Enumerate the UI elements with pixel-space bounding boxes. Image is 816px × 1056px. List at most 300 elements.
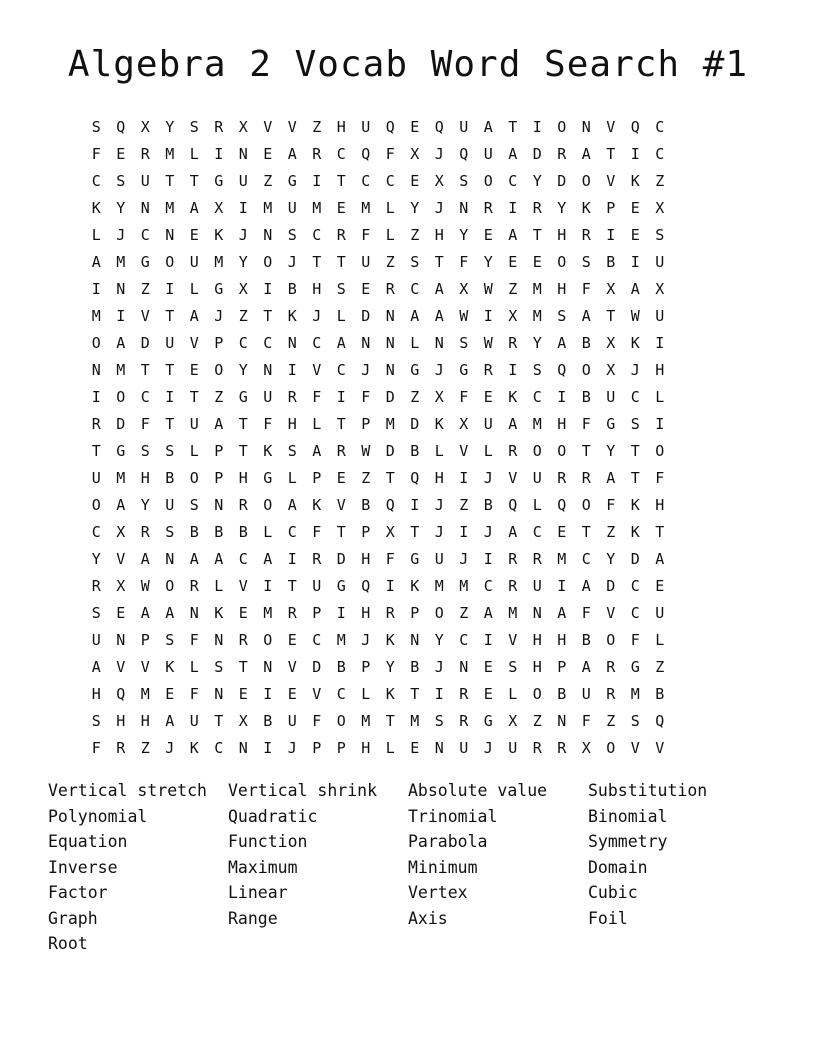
grid-letter: W — [483, 333, 493, 352]
grid-letter: E — [630, 225, 640, 244]
grid-row — [84, 707, 732, 734]
grid-letter: L — [214, 576, 224, 595]
grid-letter: Z — [214, 387, 224, 406]
grid-row — [84, 518, 732, 545]
grid-letter: C — [91, 171, 101, 190]
grid-letter: T — [655, 522, 665, 541]
grid-letter: E — [189, 225, 199, 244]
grid-letter: T — [287, 576, 297, 595]
grid-letter: T — [263, 306, 273, 325]
grid-letter: H — [557, 279, 567, 298]
grid-letter: I — [508, 360, 518, 379]
grid-letter: X — [116, 522, 126, 541]
grid-letter: J — [312, 306, 322, 325]
grid-letter: E — [116, 603, 126, 622]
grid-letter: T — [165, 360, 175, 379]
grid-letter: Q — [459, 144, 469, 163]
grid-letter: E — [483, 225, 493, 244]
grid-letter: V — [312, 360, 322, 379]
grid-letter: M — [532, 306, 542, 325]
grid-letter: V — [508, 468, 518, 487]
grid-letter: N — [385, 333, 395, 352]
grid-letter: O — [434, 603, 444, 622]
grid-letter: I — [91, 279, 101, 298]
word-list-item: Linear — [228, 883, 288, 903]
grid-letter: G — [140, 252, 150, 271]
grid-letter: Y — [238, 252, 248, 271]
grid-letter: X — [581, 738, 591, 757]
grid-letter: E — [483, 657, 493, 676]
grid-letter: Y — [140, 495, 150, 514]
grid-letter: K — [165, 657, 175, 676]
grid-row — [84, 410, 732, 437]
grid-letter: H — [361, 738, 371, 757]
grid-letter: O — [116, 387, 126, 406]
grid-letter: C — [238, 333, 248, 352]
grid-letter: U — [606, 387, 616, 406]
grid-letter: H — [140, 468, 150, 487]
grid-letter: I — [287, 360, 297, 379]
grid-letter: E — [410, 171, 420, 190]
grid-letter: G — [410, 549, 420, 568]
grid-letter: Y — [91, 549, 101, 568]
grid-letter: B — [410, 441, 420, 460]
grid-letter: K — [385, 684, 395, 703]
grid-letter: Q — [385, 495, 395, 514]
grid-letter: R — [385, 279, 395, 298]
grid-letter: N — [361, 333, 371, 352]
grid-letter: R — [287, 387, 297, 406]
grid-letter: T — [385, 468, 395, 487]
word-list-item: Symmetry — [588, 832, 668, 852]
grid-letter: J — [165, 738, 175, 757]
grid-letter: E — [165, 684, 175, 703]
grid-letter: M — [116, 360, 126, 379]
grid-letter: A — [581, 657, 591, 676]
grid-letter: Y — [434, 630, 444, 649]
grid-letter: F — [581, 279, 591, 298]
grid-letter: A — [214, 549, 224, 568]
grid-letter: F — [263, 414, 273, 433]
grid-letter: E — [410, 738, 420, 757]
grid-letter: H — [532, 630, 542, 649]
grid-letter: I — [410, 495, 420, 514]
grid-letter: N — [165, 225, 175, 244]
word-list-item: Maximum — [228, 857, 298, 877]
grid-letter: I — [336, 387, 346, 406]
grid-letter: X — [434, 171, 444, 190]
grid-letter: F — [361, 225, 371, 244]
grid-letter: S — [116, 171, 126, 190]
grid-letter: V — [606, 117, 616, 136]
grid-letter: C — [336, 360, 346, 379]
grid-letter: L — [189, 279, 199, 298]
grid-letter: X — [508, 711, 518, 730]
grid-letter: U — [165, 333, 175, 352]
grid-letter: F — [361, 387, 371, 406]
grid-letter: F — [91, 144, 101, 163]
word-list-row — [48, 880, 768, 906]
grid-letter: Y — [532, 171, 542, 190]
grid-letter: H — [557, 414, 567, 433]
grid-letter: S — [287, 225, 297, 244]
grid-letter: B — [263, 711, 273, 730]
grid-letter: N — [459, 657, 469, 676]
grid-letter: N — [434, 738, 444, 757]
grid-letter: I — [263, 279, 273, 298]
grid-letter: X — [655, 279, 665, 298]
grid-letter: S — [91, 117, 101, 136]
grid-letter: O — [483, 171, 493, 190]
grid-letter: J — [434, 522, 444, 541]
grid-letter: Q — [116, 684, 126, 703]
grid-letter: C — [655, 117, 665, 136]
grid-letter: C — [312, 630, 322, 649]
grid-letter: T — [410, 522, 420, 541]
grid-letter: A — [655, 549, 665, 568]
grid-letter: N — [238, 738, 248, 757]
grid-letter: V — [606, 603, 616, 622]
grid-letter: I — [655, 333, 665, 352]
grid-letter: D — [336, 549, 346, 568]
grid-letter: T — [434, 252, 444, 271]
grid-letter: K — [385, 630, 395, 649]
grid-letter: Q — [630, 117, 640, 136]
grid-letter: Z — [312, 117, 322, 136]
grid-letter: O — [91, 333, 101, 352]
grid-letter: K — [263, 441, 273, 460]
grid-letter: I — [557, 576, 567, 595]
grid-letter: U — [361, 252, 371, 271]
grid-letter: H — [532, 657, 542, 676]
grid-letter: C — [410, 279, 420, 298]
grid-letter: L — [655, 387, 665, 406]
grid-letter: I — [532, 117, 542, 136]
grid-letter: F — [630, 630, 640, 649]
grid-letter: B — [581, 333, 591, 352]
grid-letter: C — [508, 171, 518, 190]
grid-letter: C — [655, 144, 665, 163]
grid-letter: A — [336, 333, 346, 352]
grid-letter: O — [557, 252, 567, 271]
grid-letter: K — [287, 306, 297, 325]
grid-letter: A — [165, 711, 175, 730]
grid-letter: K — [630, 333, 640, 352]
grid-letter: R — [312, 144, 322, 163]
grid-letter: R — [140, 522, 150, 541]
grid-letter: N — [214, 630, 224, 649]
grid-letter: R — [116, 738, 126, 757]
word-list — [48, 778, 768, 957]
grid-letter: L — [91, 225, 101, 244]
grid-letter: P — [312, 468, 322, 487]
grid-letter: V — [238, 576, 248, 595]
grid-letter: R — [532, 198, 542, 217]
grid-letter: Z — [459, 495, 469, 514]
grid-letter: B — [606, 252, 616, 271]
grid-letter: N — [116, 630, 126, 649]
grid-letter: H — [140, 711, 150, 730]
grid-letter: L — [532, 495, 542, 514]
grid-letter: H — [557, 225, 567, 244]
grid-letter: T — [508, 117, 518, 136]
word-list-item: Absolute value — [408, 781, 548, 801]
grid-letter: U — [91, 630, 101, 649]
grid-letter: U — [140, 171, 150, 190]
grid-letter: X — [214, 198, 224, 217]
word-list-row — [48, 829, 768, 855]
grid-letter: T — [336, 522, 346, 541]
grid-letter: R — [606, 684, 616, 703]
grid-letter: L — [655, 630, 665, 649]
grid-letter: R — [508, 549, 518, 568]
grid-letter: I — [165, 279, 175, 298]
grid-letter: A — [140, 549, 150, 568]
grid-letter: F — [459, 252, 469, 271]
grid-letter: Q — [557, 360, 567, 379]
grid-letter: E — [655, 576, 665, 595]
grid-letter: T — [165, 414, 175, 433]
grid-letter: T — [581, 441, 591, 460]
grid-letter: Y — [165, 117, 175, 136]
page-title: Algebra 2 Vocab Word Search #1 — [67, 44, 749, 85]
grid-letter: Z — [606, 711, 616, 730]
grid-letter: C — [214, 738, 224, 757]
grid-letter: W — [630, 306, 640, 325]
word-list-item: Trinomial — [408, 806, 498, 826]
grid-letter: B — [581, 387, 591, 406]
grid-letter: R — [459, 684, 469, 703]
grid-letter: S — [410, 252, 420, 271]
grid-letter: N — [140, 198, 150, 217]
grid-letter: D — [385, 387, 395, 406]
grid-letter: M — [263, 198, 273, 217]
grid-letter: N — [581, 117, 591, 136]
grid-letter: E — [630, 198, 640, 217]
grid-letter: B — [165, 468, 175, 487]
grid-letter: I — [263, 684, 273, 703]
grid-letter: J — [434, 495, 444, 514]
grid-letter: H — [557, 630, 567, 649]
grid-letter: N — [91, 360, 101, 379]
grid-letter: K — [630, 171, 640, 190]
grid-letter: N — [214, 684, 224, 703]
grid-letter: T — [385, 711, 395, 730]
grid-letter: S — [189, 117, 199, 136]
grid-letter: O — [189, 468, 199, 487]
grid-letter: R — [557, 144, 567, 163]
grid-letter: Z — [238, 306, 248, 325]
grid-letter: E — [532, 252, 542, 271]
grid-letter: B — [483, 495, 493, 514]
grid-letter: M — [361, 198, 371, 217]
grid-letter: W — [483, 279, 493, 298]
grid-letter: R — [214, 117, 224, 136]
grid-letter: N — [385, 306, 395, 325]
grid-letter: V — [140, 306, 150, 325]
grid-letter: R — [238, 630, 248, 649]
grid-row — [84, 599, 732, 626]
grid-letter: N — [238, 144, 248, 163]
grid-letter: C — [630, 603, 640, 622]
grid-letter: S — [214, 657, 224, 676]
grid-letter: S — [581, 252, 591, 271]
grid-letter: I — [287, 549, 297, 568]
grid-row — [84, 140, 732, 167]
grid-letter: I — [214, 144, 224, 163]
grid-letter: G — [459, 360, 469, 379]
grid-letter: T — [238, 657, 248, 676]
grid-letter: G — [630, 657, 640, 676]
grid-letter: U — [287, 198, 297, 217]
grid-letter: B — [581, 630, 591, 649]
grid-letter: E — [557, 522, 567, 541]
grid-letter: P — [312, 603, 322, 622]
word-list-item: Range — [228, 908, 278, 928]
word-list-item: Graph — [48, 908, 98, 928]
grid-letter: D — [532, 144, 542, 163]
grid-letter: E — [287, 630, 297, 649]
grid-letter: L — [263, 522, 273, 541]
grid-letter: A — [508, 522, 518, 541]
grid-letter: K — [581, 198, 591, 217]
grid-letter: X — [606, 360, 616, 379]
grid-letter: B — [655, 684, 665, 703]
grid-letter: K — [630, 495, 640, 514]
grid-letter: S — [655, 225, 665, 244]
grid-letter: P — [361, 522, 371, 541]
grid-letter: N — [385, 360, 395, 379]
grid-letter: O — [655, 441, 665, 460]
grid-letter: S — [91, 603, 101, 622]
grid-letter: H — [434, 468, 444, 487]
grid-letter: R — [459, 711, 469, 730]
grid-letter: Y — [238, 360, 248, 379]
grid-letter: U — [238, 171, 248, 190]
grid-letter: X — [434, 387, 444, 406]
grid-letter: A — [630, 279, 640, 298]
grid-letter: U — [508, 738, 518, 757]
grid-letter: X — [410, 144, 420, 163]
grid-letter: A — [116, 495, 126, 514]
grid-letter: X — [508, 306, 518, 325]
grid-letter: H — [361, 603, 371, 622]
grid-letter: A — [263, 549, 273, 568]
grid-letter: R — [606, 657, 616, 676]
grid-letter: E — [361, 279, 371, 298]
grid-letter: C — [140, 225, 150, 244]
grid-letter: N — [214, 495, 224, 514]
grid-letter: Z — [410, 387, 420, 406]
grid-letter: X — [459, 279, 469, 298]
grid-letter: U — [532, 468, 542, 487]
grid-letter: U — [581, 684, 591, 703]
grid-letter: A — [189, 198, 199, 217]
grid-letter: P — [606, 198, 616, 217]
grid-letter: K — [189, 738, 199, 757]
grid-letter: S — [459, 171, 469, 190]
grid-letter: S — [287, 441, 297, 460]
word-list-item: Domain — [588, 857, 648, 877]
grid-letter: O — [581, 495, 591, 514]
grid-letter: I — [91, 387, 101, 406]
grid-row — [84, 464, 732, 491]
grid-letter: A — [557, 333, 567, 352]
grid-row — [84, 383, 732, 410]
grid-row — [84, 491, 732, 518]
grid-letter: I — [385, 576, 395, 595]
grid-letter: D — [116, 414, 126, 433]
grid-letter: J — [361, 630, 371, 649]
grid-letter: D — [557, 171, 567, 190]
grid-letter: N — [434, 333, 444, 352]
grid-letter: K — [214, 603, 224, 622]
grid-letter: T — [189, 387, 199, 406]
grid-letter: O — [336, 711, 346, 730]
grid-letter: I — [483, 630, 493, 649]
word-list-item: Quadratic — [228, 806, 318, 826]
grid-letter: T — [336, 252, 346, 271]
grid-letter: R — [581, 468, 591, 487]
grid-letter: Z — [140, 738, 150, 757]
grid-letter: J — [630, 360, 640, 379]
word-list-row — [48, 804, 768, 830]
grid-letter: F — [189, 684, 199, 703]
grid-letter: A — [434, 279, 444, 298]
grid-letter: S — [165, 522, 175, 541]
grid-letter: T — [630, 468, 640, 487]
grid-letter: J — [116, 225, 126, 244]
grid-letter: V — [189, 333, 199, 352]
grid-letter: L — [385, 225, 395, 244]
word-list-item: Minimum — [408, 857, 478, 877]
grid-letter: I — [165, 387, 175, 406]
grid-letter: P — [214, 468, 224, 487]
grid-letter: X — [238, 279, 248, 298]
grid-letter: U — [483, 414, 493, 433]
grid-letter: Q — [385, 117, 395, 136]
grid-letter: Z — [655, 657, 665, 676]
grid-letter: O — [606, 630, 616, 649]
grid-letter: D — [361, 306, 371, 325]
grid-letter: A — [483, 603, 493, 622]
grid-row — [84, 356, 732, 383]
grid-letter: E — [508, 252, 518, 271]
grid-letter: Z — [532, 711, 542, 730]
grid-letter: I — [263, 738, 273, 757]
grid-letter: W — [140, 576, 150, 595]
grid-letter: T — [238, 441, 248, 460]
grid-letter: H — [238, 468, 248, 487]
grid-letter: G — [483, 711, 493, 730]
grid-letter: O — [606, 738, 616, 757]
grid-letter: C — [312, 333, 322, 352]
grid-letter: M — [385, 414, 395, 433]
grid-letter: T — [336, 414, 346, 433]
grid-letter: A — [189, 549, 199, 568]
grid-letter: I — [557, 387, 567, 406]
grid-letter: I — [630, 144, 640, 163]
grid-letter: O — [581, 171, 591, 190]
grid-letter: L — [189, 441, 199, 460]
grid-letter: L — [189, 144, 199, 163]
grid-letter: T — [606, 144, 616, 163]
grid-letter: R — [336, 225, 346, 244]
grid-letter: C — [263, 333, 273, 352]
grid-letter: Q — [410, 468, 420, 487]
grid-letter: U — [434, 549, 444, 568]
grid-letter: A — [214, 414, 224, 433]
